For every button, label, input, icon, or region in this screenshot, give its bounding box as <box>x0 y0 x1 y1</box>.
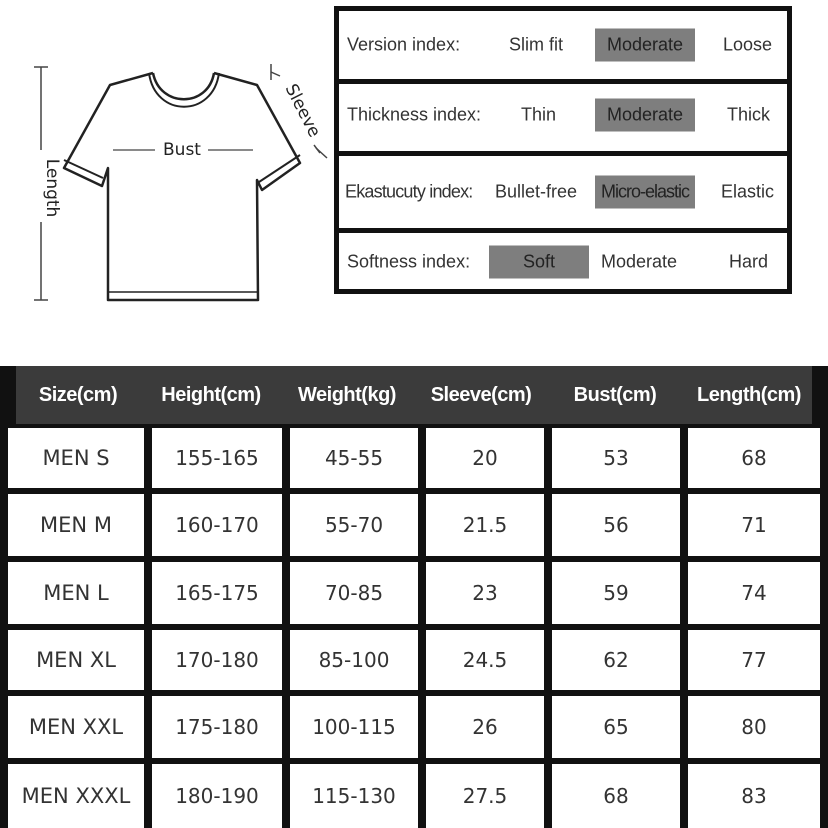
softness-index-row <box>339 233 787 291</box>
table-cell-height: 180-190 <box>152 764 282 828</box>
thickness-option-thick: Thick <box>727 104 771 125</box>
table-cell-weight: 45-55 <box>290 428 418 488</box>
table-cell-bust: 65 <box>552 696 680 758</box>
table-cell-size: MEN S <box>8 428 144 488</box>
table-cell-length: 74 <box>688 562 820 624</box>
softness-option-soft: Soft <box>489 246 589 279</box>
table-cell-bust: 56 <box>552 494 680 556</box>
size-chart-table <box>0 366 828 828</box>
length-label: Length <box>42 158 62 218</box>
table-cell-weight: 115-130 <box>290 764 418 828</box>
thickness-option-thin: Thin <box>521 104 557 125</box>
table-cell-height: 160-170 <box>152 494 282 556</box>
tshirt-outline-icon <box>64 73 300 300</box>
table-cell-height: 155-165 <box>152 428 282 488</box>
fabric-index-panel <box>334 6 792 294</box>
table-cell-sleeve: 24.5 <box>426 630 544 690</box>
table-cell-height: 175-180 <box>152 696 282 758</box>
softness-index-label: Softness index: <box>347 251 471 272</box>
softness-option-moderate: Moderate <box>601 251 678 272</box>
thickness-index-label: Thickness index: <box>347 104 482 125</box>
version-option-slim-fit: Slim fit <box>509 34 563 55</box>
table-cell-bust: 68 <box>552 764 680 828</box>
table-cell-size: MEN M <box>8 494 144 556</box>
table-cell-bust: 59 <box>552 562 680 624</box>
table-cell-size: MEN XXL <box>8 696 144 758</box>
version-index-label: Version index: <box>347 34 461 55</box>
table-cell-length: 83 <box>688 764 820 828</box>
header-bust: Bust(cm) <box>573 384 657 406</box>
table-cell-weight: 55-70 <box>290 494 418 556</box>
header-sleeve: Sleeve(cm) <box>430 384 532 406</box>
table-cell-size: MEN L <box>8 562 144 624</box>
table-header-row <box>16 366 812 424</box>
table-cell-sleeve: 20 <box>426 428 544 488</box>
version-option-moderate: Moderate <box>595 29 695 62</box>
thickness-index-row <box>339 79 787 156</box>
elasticity-index-row <box>339 156 787 233</box>
table-cell-bust: 62 <box>552 630 680 690</box>
table-cell-size: MEN XXXL <box>8 764 144 828</box>
sleeve-label: Sleeve <box>280 80 325 141</box>
table-cell-length: 68 <box>688 428 820 488</box>
table-cell-sleeve: 21.5 <box>426 494 544 556</box>
header-size: Size(cm) <box>38 384 118 406</box>
table-cell-size: MEN XL <box>8 630 144 690</box>
table-cell-weight: 85-100 <box>290 630 418 690</box>
table-cell-height: 170-180 <box>152 630 282 690</box>
table-cell-weight: 100-115 <box>290 696 418 758</box>
header-length: Length(cm) <box>697 384 801 406</box>
table-cell-sleeve: 23 <box>426 562 544 624</box>
tshirt-diagram <box>0 0 330 320</box>
elasticity-option-elastic: Elastic <box>721 181 775 202</box>
elasticity-option-micro-elastic: Micro-elastic <box>595 176 695 209</box>
header-weight: Weight(kg) <box>298 384 396 406</box>
thickness-option-moderate: Moderate <box>595 99 695 132</box>
table-cell-length: 80 <box>688 696 820 758</box>
table-cell-weight: 70-85 <box>290 562 418 624</box>
table-cell-sleeve: 26 <box>426 696 544 758</box>
table-cell-length: 77 <box>688 630 820 690</box>
version-index-row <box>339 11 787 84</box>
table-cell-height: 165-175 <box>152 562 282 624</box>
elasticity-option-bullet-free: Bullet-free <box>495 181 578 202</box>
header-height: Height(cm) <box>161 384 261 406</box>
table-cell-length: 71 <box>688 494 820 556</box>
table-cell-sleeve: 27.5 <box>426 764 544 828</box>
bust-label: Bust <box>163 140 201 160</box>
elasticity-index-label: Ekastucuty index: <box>345 181 473 202</box>
version-option-loose: Loose <box>723 34 773 55</box>
table-cell-bust: 53 <box>552 428 680 488</box>
softness-option-hard: Hard <box>729 251 769 272</box>
